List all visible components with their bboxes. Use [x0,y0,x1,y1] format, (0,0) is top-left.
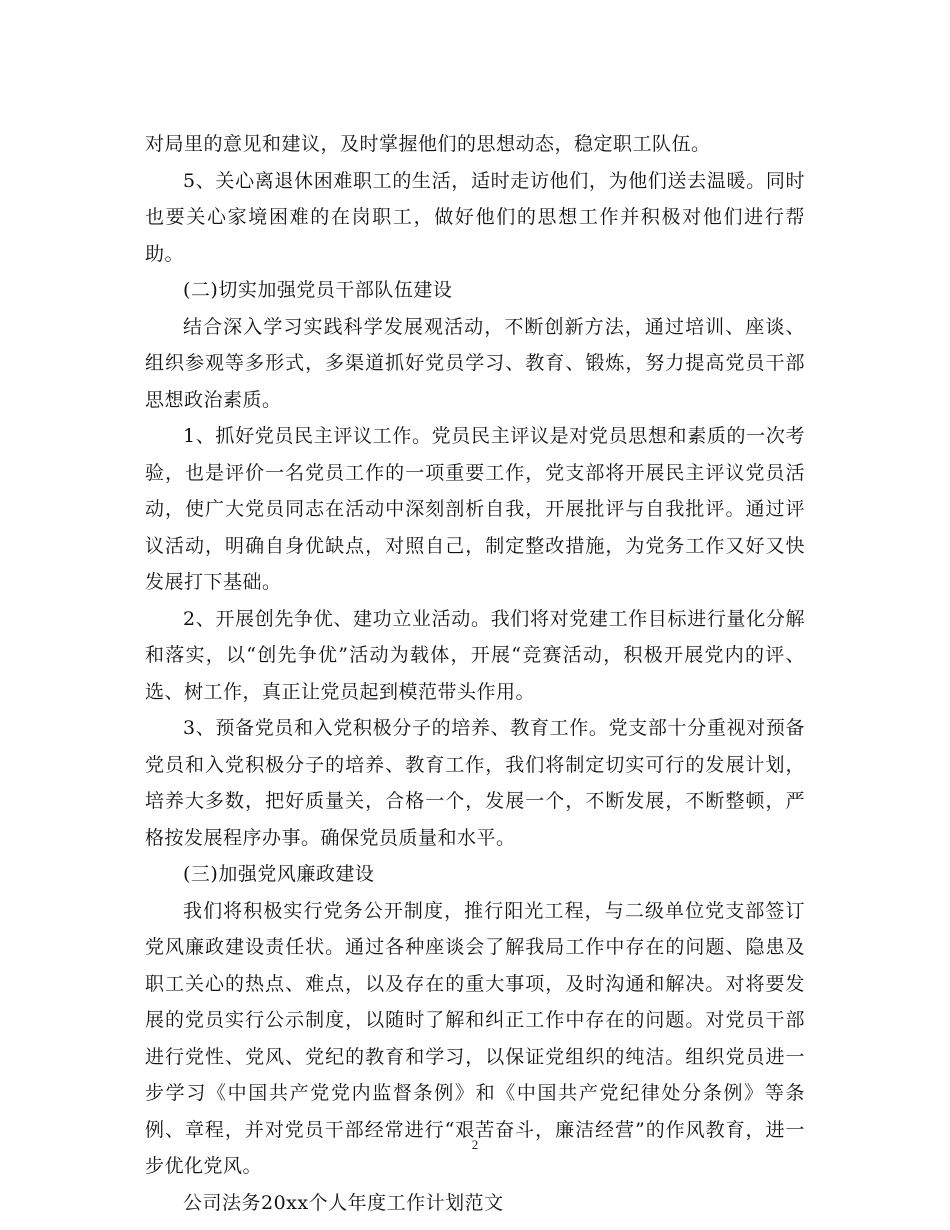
paragraph: 3、预备党员和入党积极分子的培养、教育工作。党支部十分重视对预备党员和入党积极分子的培养、教育工作，我们将制定切实可行的发展计划，培养大多数，把好质量关，合格一个，发展一个，不断发展，不断整顿，严格按发展程序办事。确保党员质量和水平。 [145,717,805,849]
paragraph: 1、抓好党员民主评议工作。党员民主评议是对党员思想和素质的一次考验，也是评价一名党员工作的一项重要工作，党支部将开展民主评议党员活动，使广大党员同志在活动中深刻剖析自我，开展批评与自我批评。通过评议活动，明确自身优缺点，对照自己，制定整改措施，为党务工作又好又快发展打下基础。 [145,425,805,593]
paragraph: 2、开展创先争优、建功立业活动。我们将对党建工作目标进行量化分解和落实，以“创先争优”活动为载体，开展“竞赛活动，积极开展党内的评、选、树工作，真正让党员起到模范带头作用。 [145,607,805,703]
document-title-line: 公司法务20xx个人年度工作计划范文 [183,1191,504,1214]
paragraph: 结合深入学习实践科学发展观活动，不断创新方法，通过培训、座谈、组织参观等多形式，多渠道抓好党员学习、教育、锻炼，努力提高党员干部思想政治素质。 [145,315,805,411]
paragraph: 我们将积极实行党务公开制度，推行阳光工程，与二级单位党支部签订党风廉政建设责任状。通过各种座谈会了解我局工作中存在的问题、隐患及职工关心的热点、难点，以及存在的重大事项，及时沟通和解决。对将要发展的党员实行公示制度，以随时了解和纠正工作中存在的问题。对党员干部进行党性、党风、党纪的教育和学习，以保证党组织的纯洁。组织党员进一步学习《中国共产党党内监督条例》和《中国共产党纪律处分条例》等条例、章程，并对党员干部经常进行“艰苦奋斗，廉洁经营”的作风教育，进一步优化党风。 [145,899,805,1177]
paragraph: 对局里的意见和建议，及时掌握他们的思想动态，稳定职工队伍。 [145,133,711,155]
section-heading: (三)加强党风廉政建设 [183,863,375,885]
page-number: 2 [471,1137,479,1152]
section-heading: (二)切实加强党员干部队伍建设 [183,279,453,301]
paragraph: 5、关心离退休困难职工的生活，适时走访他们，为他们送去温暖。同时也要关心家境困难的在岗职工，做好他们的思想工作并积极对他们进行帮助。 [145,169,805,265]
document-body [145,126,805,1221]
